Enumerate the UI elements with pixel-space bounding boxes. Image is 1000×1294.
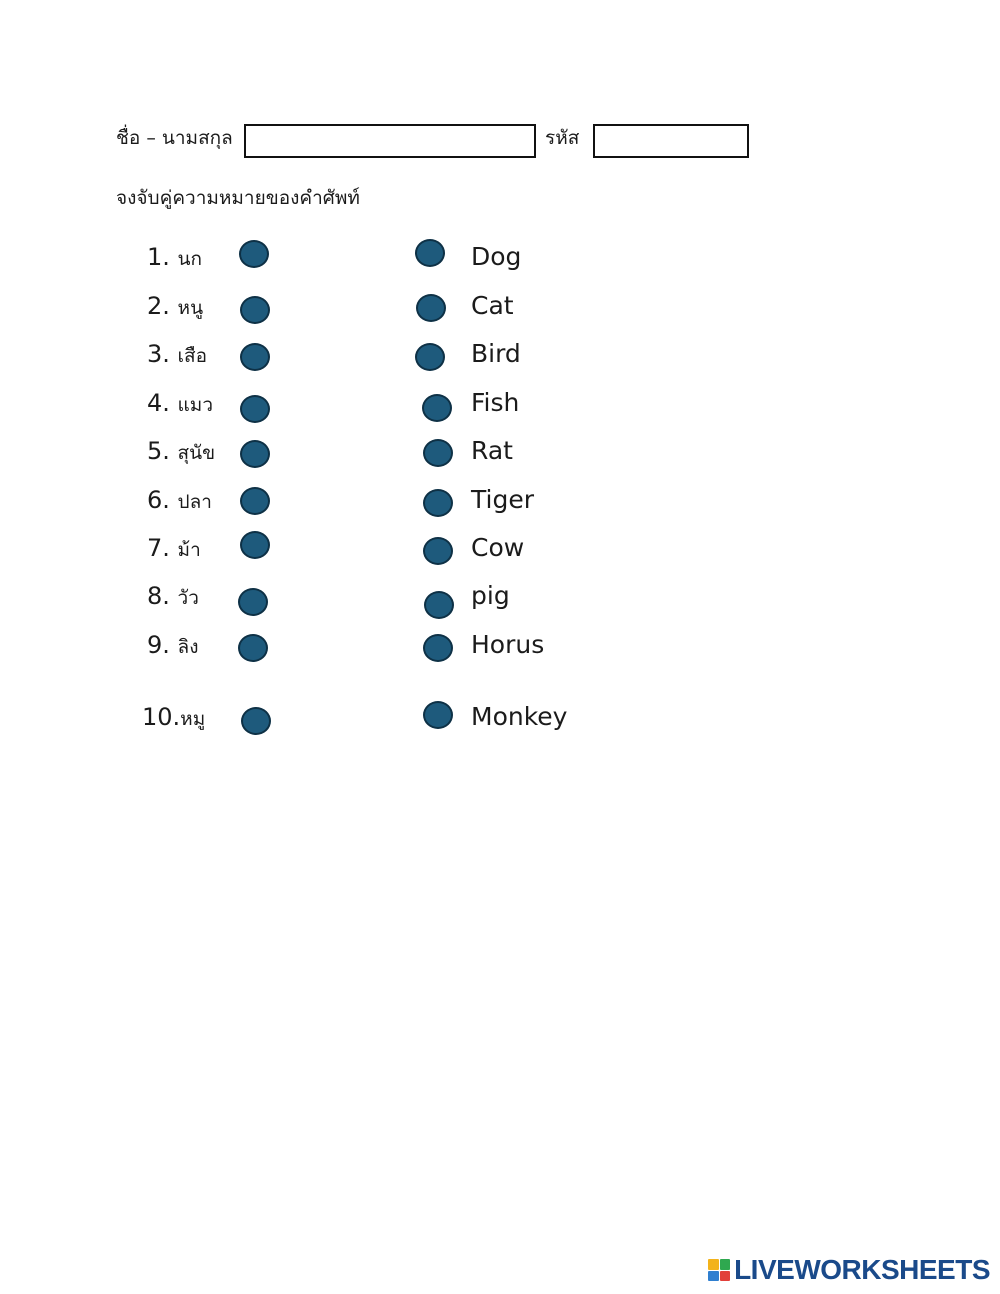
left-item-5: 5. สุนัข [147, 437, 216, 465]
right-match-dot-5[interactable] [423, 439, 453, 467]
right-match-dot-1[interactable] [415, 239, 445, 267]
right-word-2: Cat [471, 291, 514, 320]
left-match-dot-8[interactable] [238, 588, 268, 616]
left-item-9: 9. ลิง [147, 631, 199, 659]
right-match-dot-2[interactable] [416, 294, 446, 322]
left-match-dot-10[interactable] [241, 707, 271, 735]
left-match-dot-1[interactable] [239, 240, 269, 268]
instruction-text: จงจับคู่ความหมายของคำศัพท์ [116, 187, 360, 209]
left-match-dot-3[interactable] [240, 343, 270, 371]
id-input[interactable] [593, 124, 749, 158]
right-word-4: Fish [471, 388, 520, 417]
right-match-dot-10[interactable] [423, 701, 453, 729]
left-item-7: 7. ม้า [147, 534, 201, 562]
right-match-dot-8[interactable] [424, 591, 454, 619]
logo-mark-icon [708, 1259, 730, 1281]
right-word-3: Bird [471, 339, 521, 368]
left-item-1: 1. นก [147, 243, 203, 271]
logo-text: LIVEWORKSHEETS [734, 1254, 990, 1285]
right-word-8: pig [471, 581, 510, 610]
right-word-10: Monkey [471, 702, 568, 731]
left-item-4: 4. แมว [147, 389, 213, 417]
right-word-9: Horus [471, 630, 545, 659]
id-label: รหัส [545, 127, 580, 149]
name-label: ชื่อ – นามสกุล [116, 127, 233, 149]
left-match-dot-6[interactable] [240, 487, 270, 515]
left-item-2: 2. หนู [147, 292, 204, 320]
left-match-dot-4[interactable] [240, 395, 270, 423]
right-match-dot-4[interactable] [422, 394, 452, 422]
left-match-dot-7[interactable] [240, 531, 270, 559]
right-match-dot-9[interactable] [423, 634, 453, 662]
right-match-dot-6[interactable] [423, 489, 453, 517]
right-word-1: Dog [471, 242, 522, 271]
left-match-dot-2[interactable] [240, 296, 270, 324]
left-item-3: 3. เสือ [147, 340, 208, 368]
left-item-10: 10.หมู [142, 703, 206, 731]
liveworksheets-logo [708, 1253, 990, 1287]
right-match-dot-7[interactable] [423, 537, 453, 565]
right-word-7: Cow [471, 533, 525, 562]
right-word-5: Rat [471, 436, 513, 465]
name-input[interactable] [244, 124, 536, 158]
left-item-6: 6. ปลา [147, 486, 212, 514]
right-match-dot-3[interactable] [415, 343, 445, 371]
left-match-dot-9[interactable] [238, 634, 268, 662]
left-item-8: 8. วัว [147, 582, 199, 610]
right-word-6: Tiger [471, 485, 534, 514]
left-match-dot-5[interactable] [240, 440, 270, 468]
